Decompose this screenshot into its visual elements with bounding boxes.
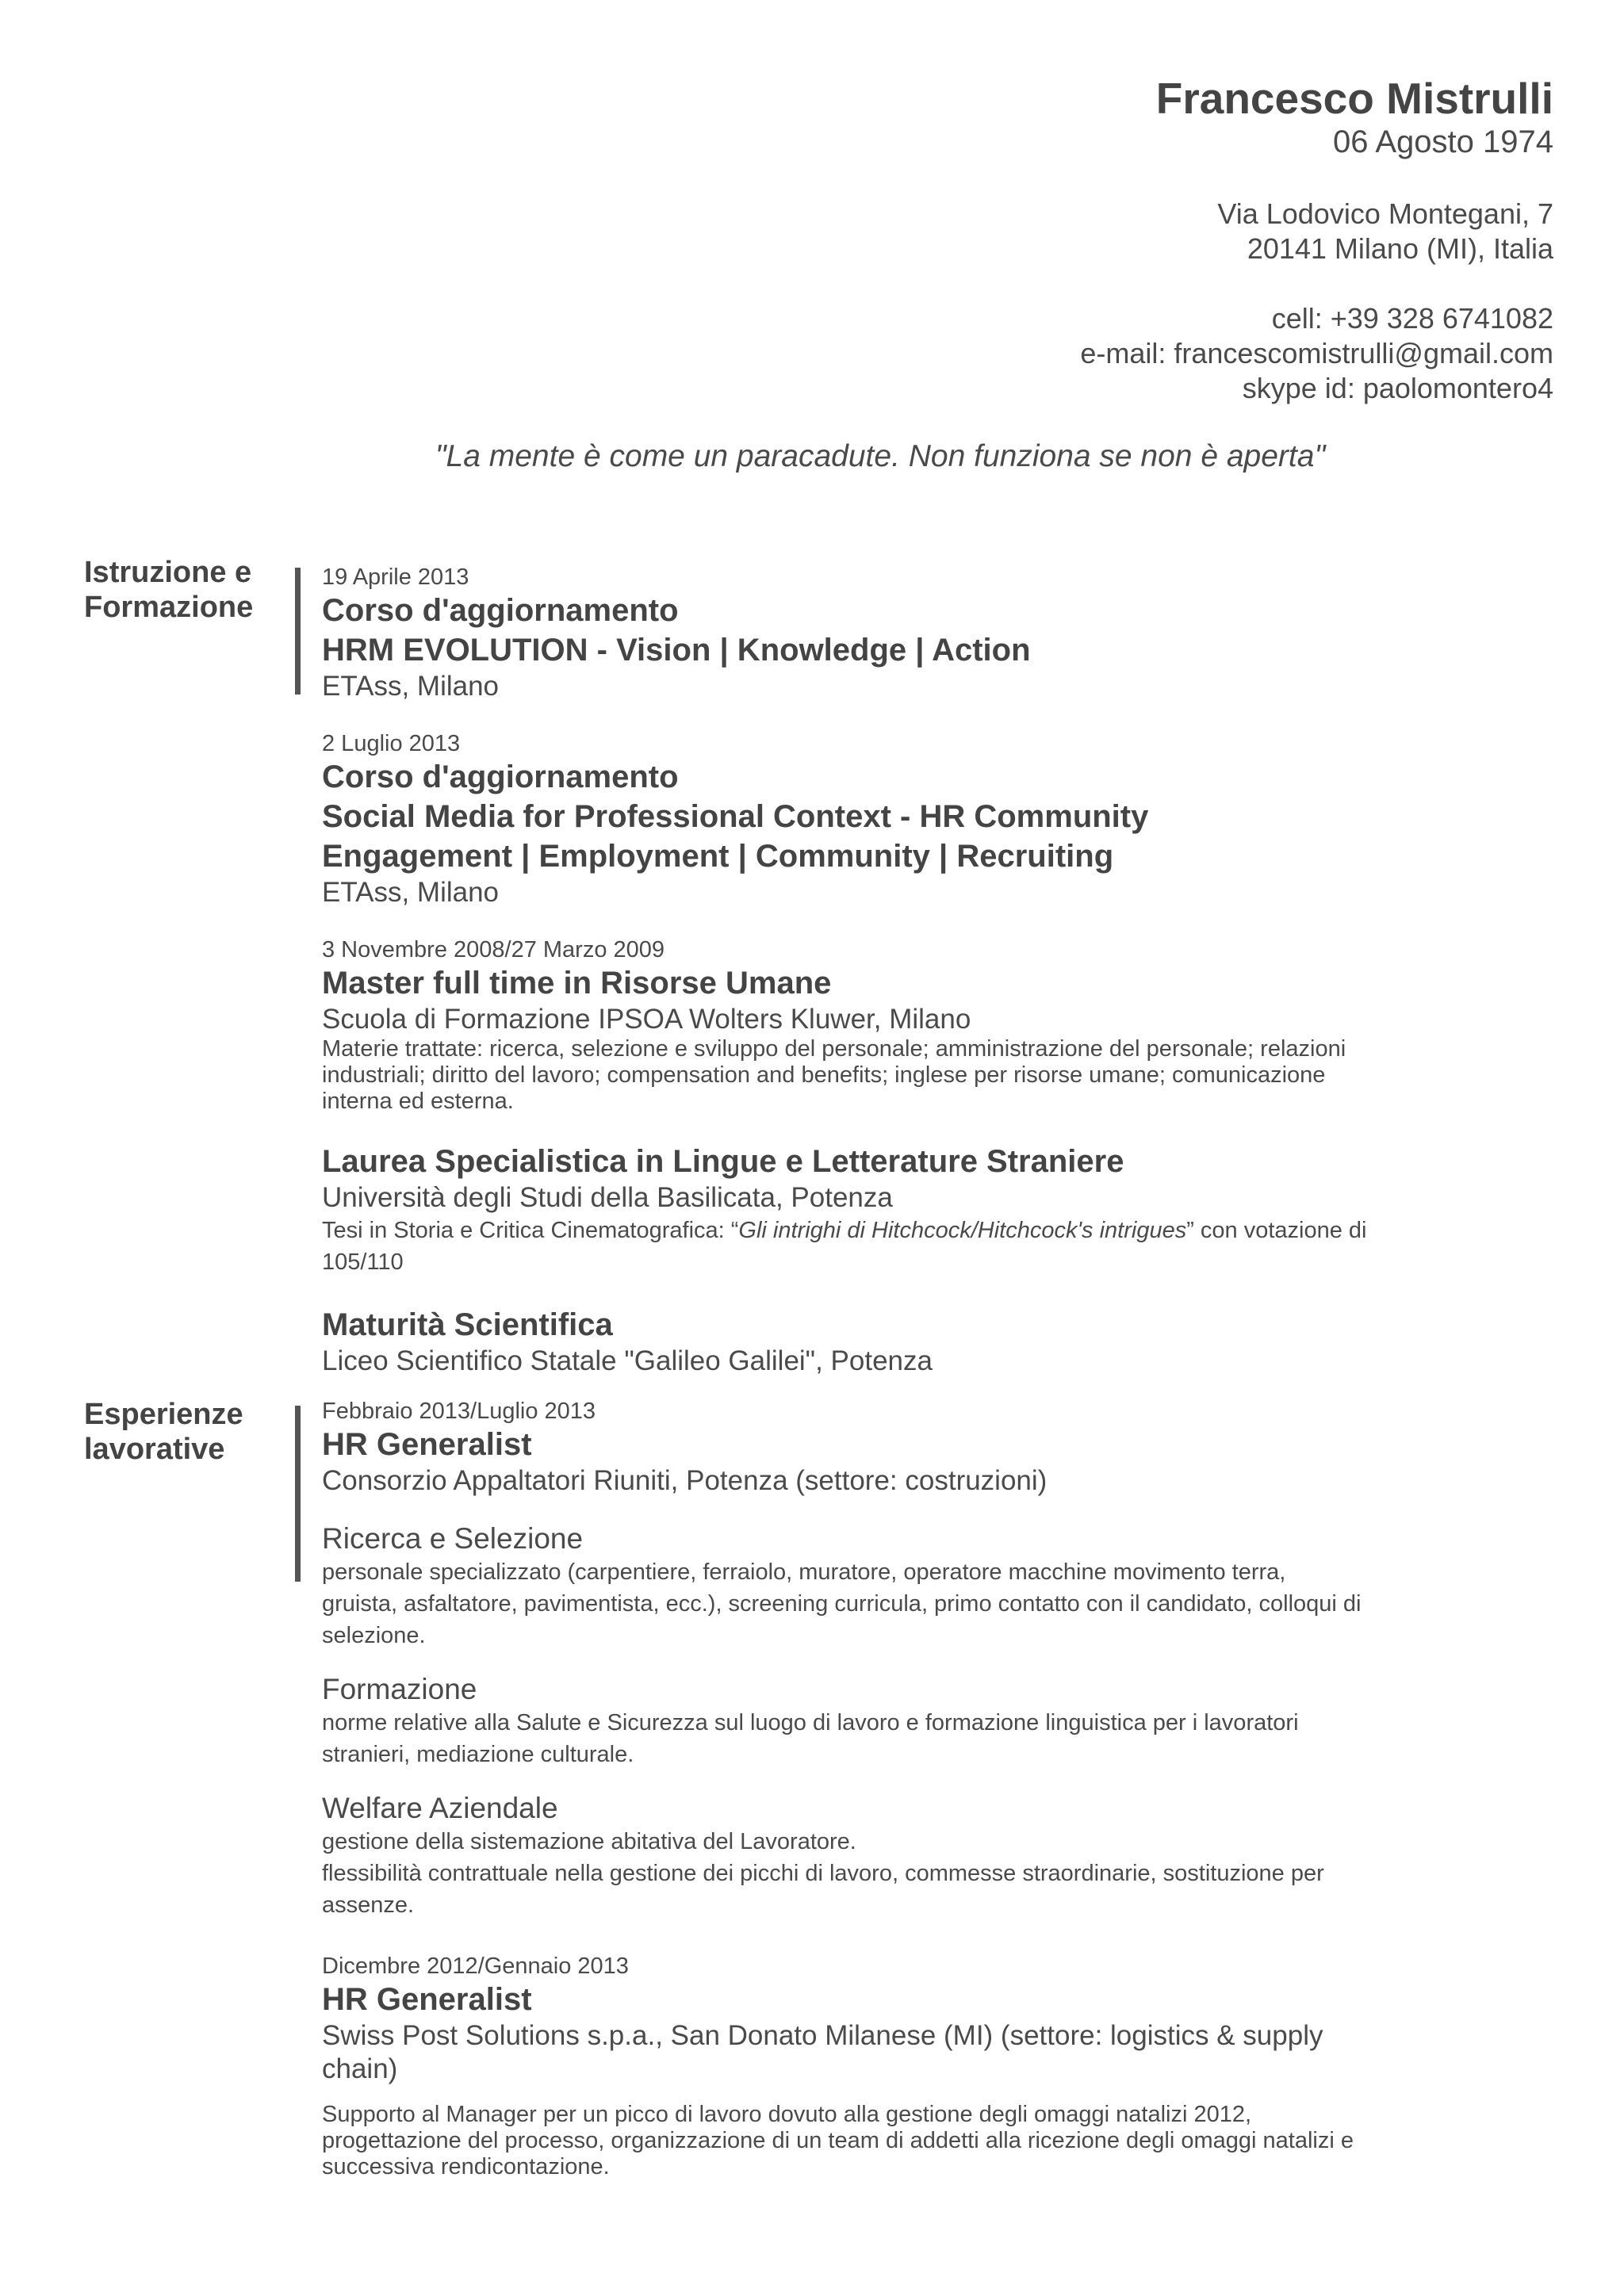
motto-quote: "La mente è come un paracadute. Non funziona se non è aperta" [435,439,1326,473]
entry-date: 19 Aprile 2013 [322,564,469,590]
entry-title: Laurea Specialistica in Lingue e Letterature Straniere [322,1144,1124,1179]
education-entry [322,1142,1472,1278]
cv-header [523,73,1553,406]
address-line-2: 20141 Milano (MI), Italia [1247,232,1553,265]
section-title-experience [84,1397,243,1467]
job-description [322,2102,1472,2180]
area-heading: Ricerca e Selezione [322,1522,584,1555]
area-text: norme relative alla Salute e Sicurezza sul luogo di lavoro e formazione linguistica per i lavoratori [322,1710,1299,1735]
entry-place: Università degli Studi della Basilicata, Potenza [322,1182,893,1213]
section-title-line: Formazione [84,591,254,624]
entry-title: Master full time in Risorse Umane [322,966,832,1001]
email: e-mail: francescomistrulli@gmail.com [1080,337,1553,369]
entry-details: industriali; diritto del lavoro; compensation and benefits; inglese per risorse umane; comunicazione [322,1062,1326,1088]
birth-date: 06 Agosto 1974 [1332,124,1553,159]
thesis-title: Gli intrighi di Hitchcock/Hitchcock's intrigues [738,1218,1187,1243]
education-entry [322,564,1472,703]
job-company: Swiss Post Solutions s.p.a., San Donato Milanese (MI) (settore: logistics & supply [322,2020,1323,2051]
education-entry [322,730,1472,909]
area-heading: Welfare Aziendale [322,1792,558,1824]
person-name: Francesco Mistrulli [1155,74,1553,123]
address [523,197,1553,266]
entry-thesis [322,1215,1472,1246]
area-text: selezione. [322,1623,426,1648]
area-text: personale specializzato (carpentiere, ferraiolo, muratore, operatore macchine movimento terra, [322,1559,1286,1585]
entry-place: ETAss, Milano [322,877,500,908]
address-line-1: Via Lodovico Montegani, 7 [1217,197,1553,230]
job-area [322,1791,1472,1921]
entry-title: Corso d'aggiornamento [322,760,679,794]
experience-list [322,1398,1472,2180]
section-bar [295,568,301,695]
job-area [322,1521,1472,1651]
area-text: flessibilità contrattuale nella gestione dei picchi di lavoro, commesse straordinarie, sostituzione per [322,1861,1324,1886]
entry-title: Corso d'aggiornamento [322,593,679,628]
entry-title: Engagement | Employment | Community | Recruiting [322,839,1114,874]
job-role: HR Generalist [322,1982,532,2017]
skype-id: skype id: paolomontero4 [1242,372,1553,404]
entry-title: Maturità Scientifica [322,1307,613,1342]
thesis-prefix: Tesi in Storia e Critica Cinematografica: “ [322,1218,739,1243]
job-company: chain) [322,2053,398,2084]
job-area [322,1672,1472,1770]
entry-details: interna ed esterna. [322,1089,514,1114]
area-text: assenze. [322,1892,415,1918]
contacts [523,301,1553,406]
job-entry [322,1398,1472,1921]
entry-details: Materie trattate: ricerca, selezione e sviluppo del personale; amministrazione del personale; relazioni [322,1036,1346,1062]
section-title-line: Esperienze [84,1398,243,1431]
section-title-line: Istruzione e [84,556,252,589]
education-list [322,564,1472,1405]
entry-title: Social Media for Professional Context - HR Community [322,799,1149,834]
education-entry [322,936,1472,1115]
area-text: stranieri, mediazione culturale. [322,1742,634,1767]
job-entry [322,1953,1472,2180]
area-text: gestione della sistemazione abitativa del Lavoratore. [322,1829,856,1854]
job-desc-line: progettazione del processo, organizzazione di un team di addetti alla ricezione degli omaggi natalizi e [322,2128,1354,2153]
job-company: Consorzio Appaltatori Riuniti, Potenza (settore: costruzioni) [322,1465,1048,1496]
area-text: gruista, asfaltatore, pavimentista, ecc.), screening curricula, primo contatto con il candidato, colloqui di [322,1591,1362,1617]
entry-place: Scuola di Formazione IPSOA Wolters Kluwer, Milano [322,1004,971,1035]
section-title-education [84,555,253,625]
entry-place: ETAss, Milano [322,671,500,702]
job-role: HR Generalist [322,1427,532,1462]
thesis-grade: 105/110 [322,1249,404,1275]
entry-date: 2 Luglio 2013 [322,731,461,756]
job-date: Febbraio 2013/Luglio 2013 [322,1399,596,1424]
job-desc-line: successiva rendicontazione. [322,2154,610,2179]
cell-phone: cell: +39 328 6741082 [1271,302,1553,335]
section-title-line: lavorative [84,1433,225,1466]
job-desc-line: Supporto al Manager per un picco di lavoro dovuto alla gestione degli omaggi natalizi 2012, [322,2102,1252,2127]
job-date: Dicembre 2012/Gennaio 2013 [322,1954,629,1979]
entry-place: Liceo Scientifico Statale "Galileo Galilei", Potenza [322,1345,933,1376]
section-bar [295,1406,301,1582]
entry-date: 3 Novembre 2008/27 Marzo 2009 [322,937,665,962]
area-heading: Formazione [322,1673,477,1705]
thesis-suffix: ” con votazione di [1186,1218,1367,1243]
entry-title: HRM EVOLUTION - Vision | Knowledge | Action [322,633,1031,668]
education-entry [322,1305,1472,1378]
